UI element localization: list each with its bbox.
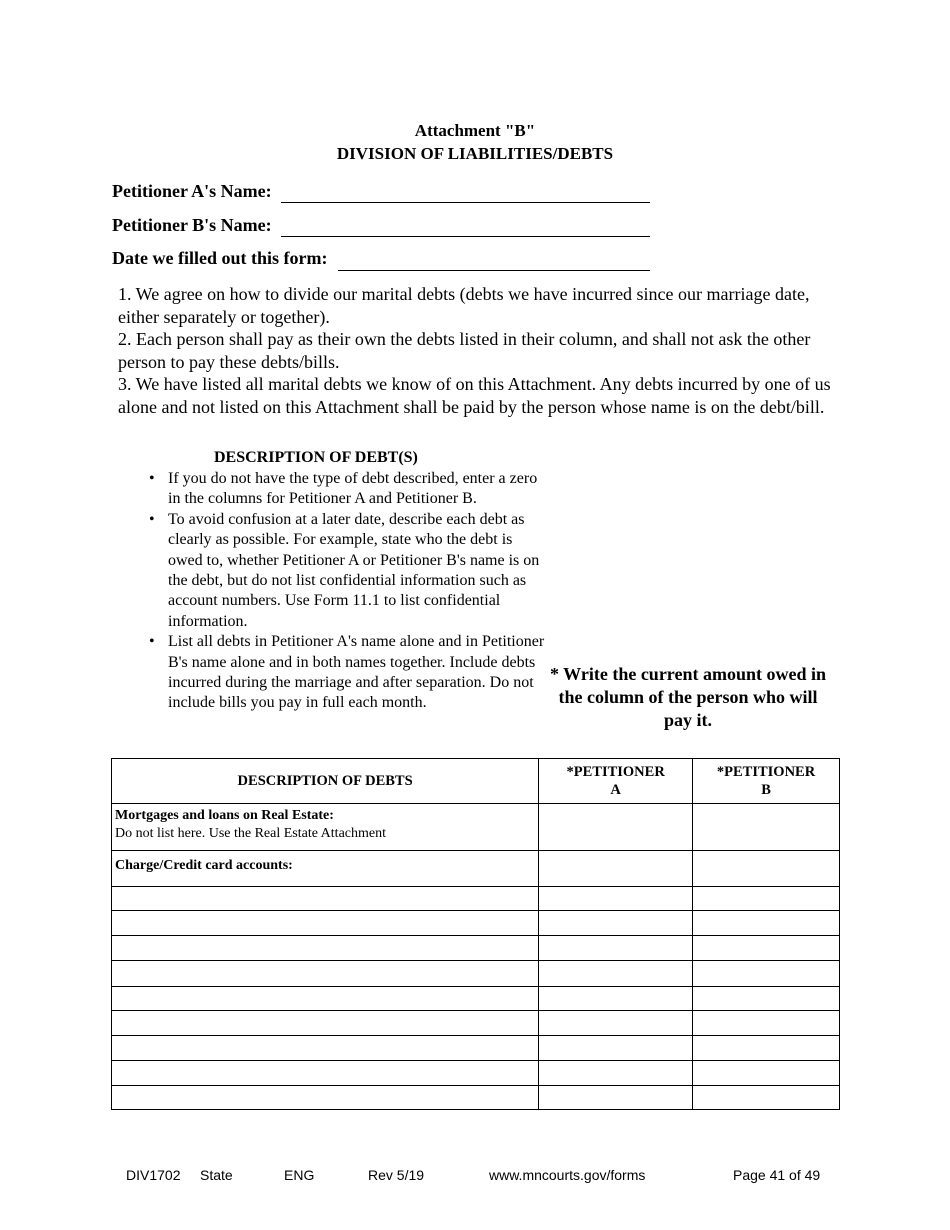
debt-description-cell[interactable] [112, 1036, 539, 1061]
petitioner-b-name-field[interactable] [281, 236, 650, 237]
footer-language: ENG [284, 1167, 315, 1183]
petitioner-b-amount-cell[interactable] [693, 936, 840, 961]
petitioner-a-name-label: Petitioner A's Name: [112, 181, 272, 201]
petitioner-b-amount-cell[interactable] [693, 1086, 840, 1110]
instruction-item: • List all debts in Petitioner A's name alone and in Petitioner B's name alone and in both names together. Include debts incurred during the marriage and after separation. Do not include bills you pay in full each month. [145, 632, 545, 714]
credit-cards-description [112, 851, 539, 887]
petitioner-b-amount-cell[interactable] [693, 1011, 840, 1036]
table-row [112, 1086, 840, 1110]
petitioner-b-amount-cell[interactable] [693, 1036, 840, 1061]
petitioner-a-amount-cell[interactable] [539, 961, 693, 987]
petitioner-b-amount-cell[interactable] [693, 1061, 840, 1086]
footer-url[interactable]: www.mncourts.gov/forms [489, 1167, 646, 1183]
table-row [112, 936, 840, 961]
mortgages-description [112, 804, 539, 851]
petitioner-b-header-line2: B [761, 782, 771, 798]
description-column-header: DESCRIPTION OF DEBTS [112, 759, 539, 804]
mortgages-petitioner-a-cell[interactable] [539, 804, 693, 851]
debt-description-cell[interactable] [112, 911, 539, 936]
date-field[interactable] [338, 270, 650, 271]
agreement-item: 3. We have listed all marital debts we know of on this Attachment. Any debts incurred by one of us alone and not listed on this Attachment shall be paid by the person whose name is on the debt/bill. [118, 374, 831, 417]
credit-cards-petitioner-b-cell[interactable] [693, 851, 840, 887]
table-row [112, 961, 840, 987]
petitioner-a-amount-cell[interactable] [539, 1011, 693, 1036]
debt-description-cell[interactable] [112, 961, 539, 987]
agreement-item: 2. Each person shall pay as their own the debts listed in their column, and shall not ask the other person to pay these debts/bills. [118, 329, 811, 372]
credit-cards-petitioner-a-cell[interactable] [539, 851, 693, 887]
instruction-list [145, 469, 545, 714]
credit-cards-title: Charge/Credit card accounts: [115, 858, 293, 873]
table-header-row [112, 759, 840, 804]
petitioner-b-amount-cell[interactable] [693, 911, 840, 936]
description-heading: DESCRIPTION OF DEBT(S) [214, 449, 418, 466]
petitioner-a-column-header [539, 759, 693, 804]
attachment-label: Attachment "B" [414, 121, 536, 140]
petitioner-a-amount-cell[interactable] [539, 1036, 693, 1061]
mortgages-title: Mortgages and loans on Real Estate: [115, 808, 334, 823]
petitioner-a-amount-cell[interactable] [539, 936, 693, 961]
footer-form-id: DIV1702 [126, 1167, 181, 1183]
petitioner-b-amount-cell[interactable] [693, 887, 840, 911]
petitioner-b-header-line1: *PETITIONER [716, 764, 816, 780]
debt-description-cell[interactable] [112, 887, 539, 911]
amount-owed-note: * Write the current amount owed in the column of the person who will pay it. [550, 664, 826, 730]
petitioner-a-header-line2: A [610, 782, 621, 798]
petitioner-a-amount-cell[interactable] [539, 887, 693, 911]
petitioner-a-amount-cell[interactable] [539, 1086, 693, 1110]
petitioner-a-header-line1: *PETITIONER [566, 764, 665, 780]
page-title: DIVISION OF LIABILITIES/DEBTS [336, 144, 614, 163]
petitioner-b-amount-cell[interactable] [693, 961, 840, 987]
table-row [112, 1011, 840, 1036]
debts-table [111, 758, 840, 1110]
footer-jurisdiction: State [200, 1167, 233, 1183]
petitioner-a-name-field[interactable] [281, 202, 650, 203]
debt-description-cell[interactable] [112, 1086, 539, 1110]
debt-description-cell[interactable] [112, 987, 539, 1011]
footer-revision: Rev 5/19 [368, 1167, 425, 1183]
date-label: Date we filled out this form: [112, 248, 328, 268]
table-row [112, 987, 840, 1011]
mortgages-subtitle: Do not list here. Use the Real Estate Attachment [115, 826, 386, 841]
instruction-item: • If you do not have the type of debt described, enter a zero in the columns for Petitioner A and Petitioner B. [145, 469, 545, 510]
mortgages-petitioner-b-cell[interactable] [693, 804, 840, 851]
instruction-item: • To avoid confusion at a later date, describe each debt as clearly as possible. For example, state who the debt is owed to, whether Petitioner A or Petitioner B's name is on the debt, but do not list confidential information such as account numbers. Use Form 11.1 to list confidential information. [145, 510, 545, 632]
debt-description-cell[interactable] [112, 1061, 539, 1086]
petitioner-a-amount-cell[interactable] [539, 987, 693, 1011]
mortgages-row [112, 804, 840, 851]
footer-page-number: Page 41 of 49 [733, 1167, 821, 1183]
debt-description-cell[interactable] [112, 936, 539, 961]
petitioner-b-amount-cell[interactable] [693, 987, 840, 1011]
credit-cards-row [112, 851, 840, 887]
table-row [112, 911, 840, 936]
petitioner-b-name-label: Petitioner B's Name: [112, 215, 272, 235]
table-row [112, 887, 840, 911]
petitioner-b-column-header [693, 759, 840, 804]
table-row [112, 1036, 840, 1061]
table-row [112, 1061, 840, 1086]
petitioner-a-amount-cell[interactable] [539, 1061, 693, 1086]
agreement-paragraphs [118, 283, 838, 418]
petitioner-a-amount-cell[interactable] [539, 911, 693, 936]
agreement-item: 1. We agree on how to divide our marital debts (debts we have incurred since our marriage date, either separately or together). [118, 284, 810, 327]
debt-description-cell[interactable] [112, 1011, 539, 1036]
